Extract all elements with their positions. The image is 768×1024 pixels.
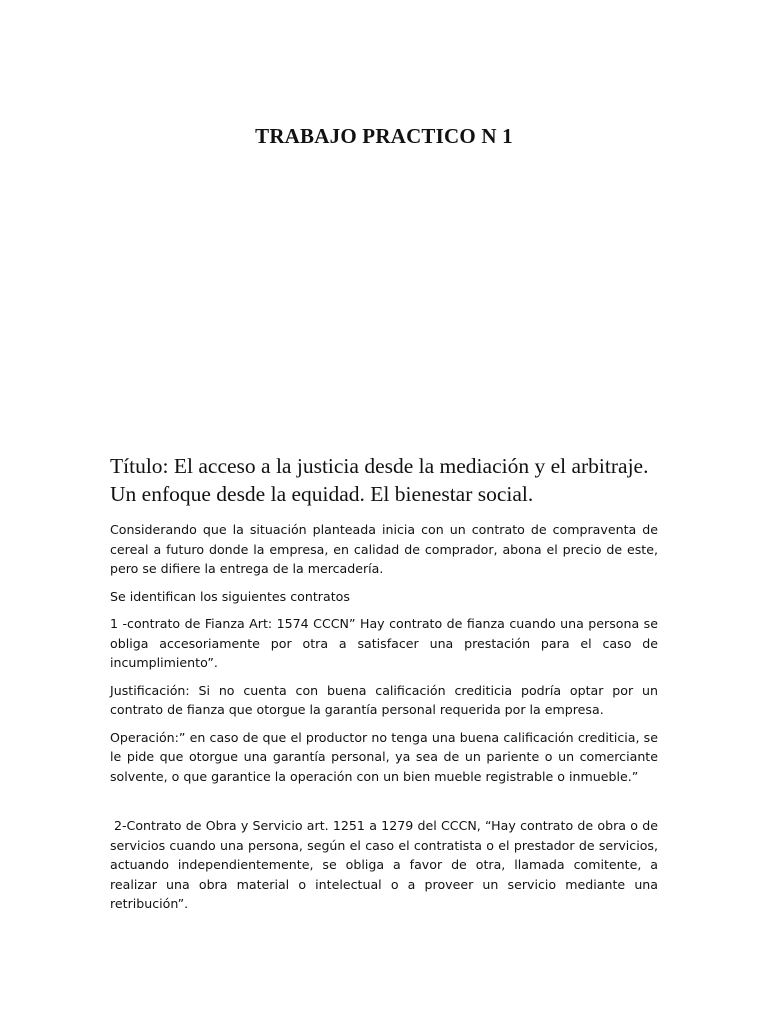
paragraph-contratos-intro: Se identifican los siguientes contratos xyxy=(110,588,350,604)
paragraph-operacion: Operación:” en caso de que el productor no tenga una buena calificación crediticia, se le pide que otorgue una garantía personal, ya sea de un pariente o un comerciante solvente, o que garantice la operación con un bien mueble registrable o inmueble.” xyxy=(110,729,658,784)
section-title: Título: El acceso a la justicia desde la mediación y el arbitraje. Un enfoque desde la equidad. El bienestar social. xyxy=(110,454,649,506)
paragraph-contrato-obra-servicio: 2-Contrato de Obra y Servicio art. 1251 a 1279 del CCCN, “Hay contrato de obra o de servicios cuando una persona, según el caso el contratista o el prestador de servicios, actuando independientemente, se obliga a favor de otra, llamada comitente, a realizar una obra material o intelectual o a proveer un servicio mediante una retribución”. xyxy=(110,818,658,911)
paragraph-considerando: Considerando que la situación planteada inicia con un contrato de compraventa de cereal a futuro donde la empresa, en calidad de comprador, abona el precio de este, pero se difiere la entrega de la mercadería. xyxy=(110,522,658,576)
document-title: TRABAJO PRACTICO N 1 xyxy=(255,124,513,148)
paragraph-justificacion: Justificación: Si no cuenta con buena calificación crediticia podría optar por un contrato de fianza que otorgue la garantía personal requerida por la empresa. xyxy=(110,682,658,717)
document-body xyxy=(110,452,658,922)
paragraph-spacer xyxy=(110,794,658,816)
paragraph-contrato-fianza: 1 -contrato de Fianza Art: 1574 CCCN” Hay contrato de fianza cuando una persona se obliga accesoriamente por otra a satisfacer una prestación para el caso de incumplimiento”. xyxy=(110,616,658,670)
